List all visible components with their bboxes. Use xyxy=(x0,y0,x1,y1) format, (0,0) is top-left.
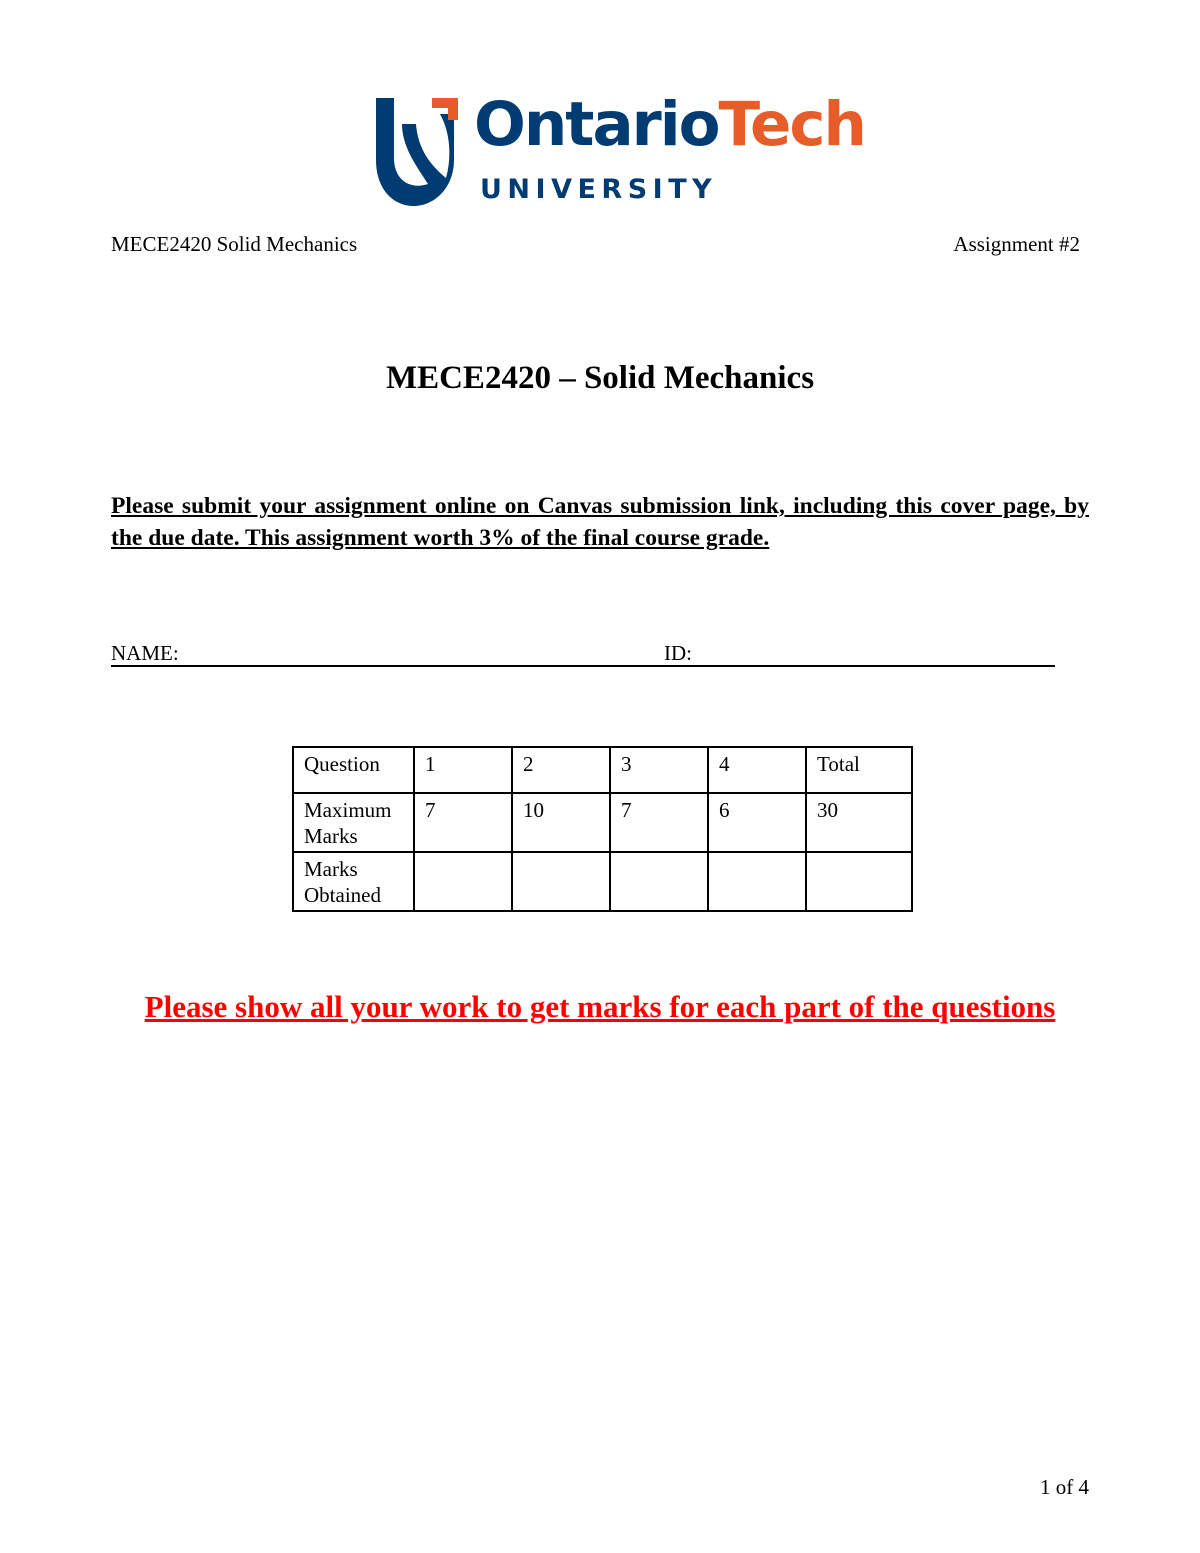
page-title: MECE2420 – Solid Mechanics xyxy=(385,360,815,396)
table-cell: 2 xyxy=(512,747,610,793)
ontario-tech-shield-icon xyxy=(372,96,462,208)
logo-tech-text: Tech xyxy=(718,89,865,160)
table-row xyxy=(293,852,912,911)
logo-university-text: UNIVERSITY xyxy=(480,174,718,205)
university-logo xyxy=(372,89,865,208)
table-cell: 10 xyxy=(512,793,610,852)
table-cell: Question xyxy=(293,747,414,793)
logo-wordmark xyxy=(474,89,865,160)
table-cell xyxy=(512,852,610,911)
table-row xyxy=(293,747,912,793)
table-cell: Marks Obtained xyxy=(293,852,414,911)
show-work-note: Please show all your work to get marks for each part of the questions xyxy=(144,989,1056,1024)
table-cell: 1 xyxy=(414,747,512,793)
assignment-header: Assignment #2 xyxy=(953,232,1080,256)
student-info-line xyxy=(111,641,1055,667)
table-cell xyxy=(806,852,912,911)
table-cell: 3 xyxy=(610,747,708,793)
table-cell: 6 xyxy=(708,793,806,852)
page-number: 1 of 4 xyxy=(1040,1475,1089,1499)
table-cell: 4 xyxy=(708,747,806,793)
table-cell: 7 xyxy=(610,793,708,852)
table-cell: Maximum Marks xyxy=(293,793,414,852)
table-cell: 30 xyxy=(806,793,912,852)
table-cell xyxy=(610,852,708,911)
marks-table xyxy=(292,746,913,912)
table-cell: 7 xyxy=(414,793,512,852)
submission-instructions: Please submit your assignment online on Canvas submission link, including this cover page, by the due date. This assignment worth 3% of the final course grade. xyxy=(111,493,1089,551)
table-row xyxy=(293,793,912,852)
table-cell: Total xyxy=(806,747,912,793)
table-cell xyxy=(414,852,512,911)
logo-ontario-text: Ontario xyxy=(474,89,719,160)
id-label: ID: xyxy=(664,641,692,665)
name-label: NAME: xyxy=(111,641,179,665)
table-cell xyxy=(708,852,806,911)
course-header: MECE2420 Solid Mechanics xyxy=(111,232,358,256)
